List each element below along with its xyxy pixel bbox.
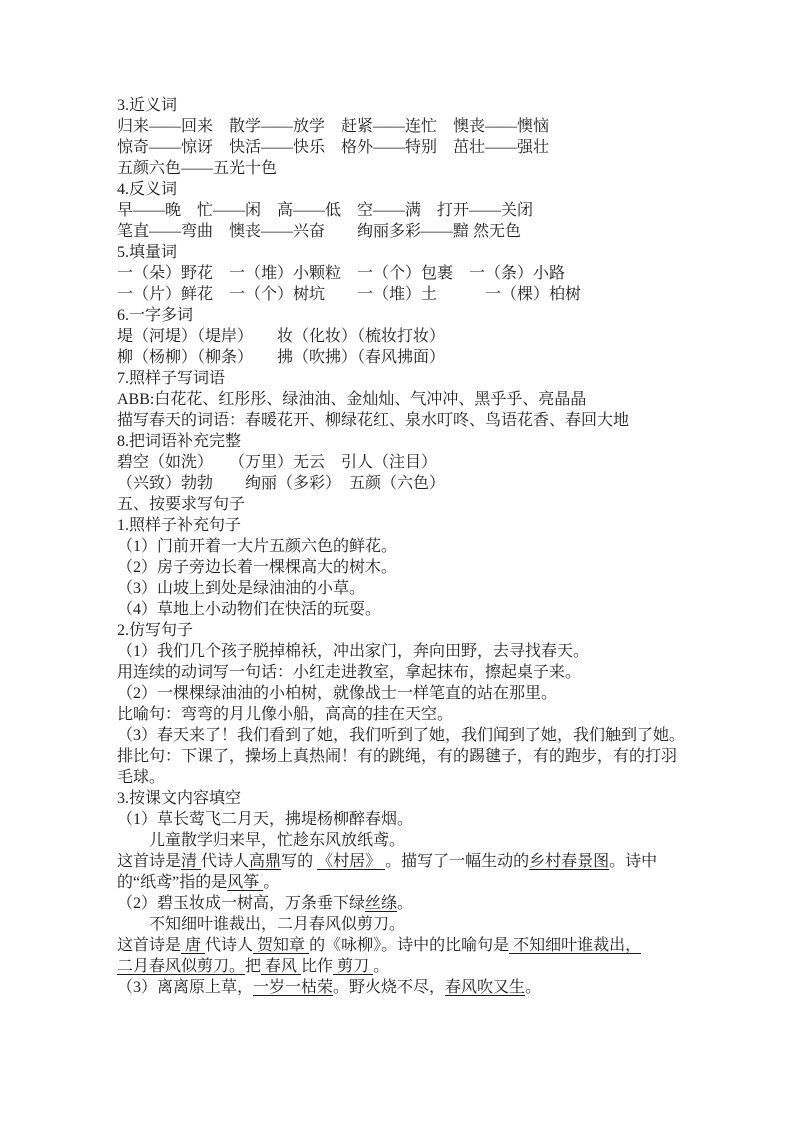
doc-line-29 [117, 683, 705, 704]
underlined-answer-text: 不知细叶谁裁出， [509, 937, 642, 954]
doc-line-34 [117, 788, 705, 809]
text-segment: 这首诗是 [117, 937, 182, 954]
text-segment: 这首诗是 [117, 853, 182, 870]
underlined-answer-text: 春风 [261, 958, 302, 975]
text-segment: （2）房子旁边长着一棵棵高大的树木。 [117, 559, 398, 576]
underlined-answer-text: 高鼎 [249, 853, 282, 870]
text-segment: 柳（杨柳）（柳条） 拂（吹拂）（春风拂面） [117, 349, 446, 366]
text-segment: 5.填量词 [117, 244, 178, 261]
text-segment: （1）门前开着一大片五颜六色的鲜花。 [117, 538, 398, 555]
doc-line-39 [117, 893, 705, 914]
text-segment: 。诗中 [609, 853, 658, 870]
doc-line-4 [117, 158, 705, 179]
doc-line-8 [117, 242, 705, 263]
text-segment: 的《咏柳》。诗中的比喻句是 [309, 937, 510, 954]
text-segment: （3）春天来了！我们看到了她，我们听到了她，我们闻到了她，我们触到了她。 [117, 727, 686, 744]
doc-line-15 [117, 389, 705, 410]
underlined-answer-text: 唐 [181, 937, 206, 954]
text-segment: 1.照样子补充句子 [117, 517, 242, 534]
text-segment: 排比句：下课了，操场上真热闹！有的跳绳，有的踢毽子，有的跑步，有的打羽 [117, 748, 678, 765]
text-segment: 早——晚 忙——闲 高——低 空——满 打开——关闭 [117, 202, 534, 219]
doc-line-38 [117, 872, 705, 893]
text-segment: 笔直——弯曲 懊丧——兴奋 绚丽多彩——黯 然无色 [117, 223, 522, 240]
text-segment: 。描写了一幅生动的 [385, 853, 530, 870]
doc-line-36 [117, 830, 705, 851]
text-segment: 毛球。 [117, 769, 166, 786]
text-segment: 用连续的动词写一句话：小红走进教室，拿起抹布，擦起桌子来。 [117, 664, 582, 681]
text-segment: 4.反义词 [117, 181, 178, 198]
doc-line-11 [117, 305, 705, 326]
doc-line-35 [117, 809, 705, 830]
text-segment: 比作 [301, 958, 334, 975]
doc-line-37 [117, 851, 705, 872]
doc-line-23 [117, 557, 705, 578]
doc-line-14 [117, 368, 705, 389]
text-segment: 堤（河堤）（堤岸） 妆（化妆）（梳妆打妆） [117, 328, 446, 345]
doc-line-30 [117, 704, 705, 725]
text-segment: 。 [397, 895, 414, 912]
underlined-answer-text: 二月春风似剪刀。 [117, 958, 246, 975]
underlined-answer-text: 清 [181, 853, 202, 870]
underlined-answer-text: 春风吹又生 [445, 979, 526, 996]
text-segment: ABB:白花花、红彤彤、绿油油、金灿灿、气冲冲、黑乎乎、亮晶晶 [117, 391, 587, 408]
doc-line-16 [117, 410, 705, 431]
text-segment: 的“纸鸢”指的是 [117, 874, 228, 891]
doc-line-9 [117, 263, 705, 284]
text-segment: 一（片）鲜花 一（个）树坑 一（堆）土 一（棵）柏树 [117, 286, 582, 303]
text-segment: 惊奇——惊讶 快活——快乐 格外——特别 茁壮——强壮 [117, 139, 550, 156]
doc-line-21 [117, 515, 705, 536]
text-segment: （4）草地上小动物们在快活的玩耍。 [117, 601, 382, 618]
doc-line-42 [117, 956, 705, 977]
text-segment: （2）碧玉妆成一树高，万条垂下绿 [117, 895, 366, 912]
underlined-answer-text: 《村居》 [317, 853, 386, 870]
underlined-answer-text: 乡村春景图 [529, 853, 610, 870]
doc-line-33 [117, 767, 705, 788]
doc-line-43 [117, 977, 705, 998]
text-segment: 。 [263, 874, 280, 891]
doc-line-31 [117, 725, 705, 746]
doc-line-6 [117, 200, 705, 221]
text-segment: （1）草长莺飞二月天，拂堤杨柳醉春烟。 [117, 811, 414, 828]
underlined-answer-text: 剪刀 [333, 958, 374, 975]
doc-line-25 [117, 599, 705, 620]
text-segment: 儿童散学归来早，忙趁东风放纸鸢。 [117, 832, 406, 849]
doc-line-24 [117, 578, 705, 599]
doc-line-26 [117, 620, 705, 641]
text-segment: 3.近义词 [117, 97, 178, 114]
doc-line-20 [117, 494, 705, 515]
text-segment: 五颜六色——五光十色 [117, 160, 278, 177]
text-segment: 7.照样子写词语 [117, 370, 226, 387]
doc-line-18 [117, 452, 705, 473]
underlined-answer-text: 一岁一枯荣 [253, 979, 334, 996]
text-segment: 6.一字多词 [117, 307, 194, 324]
text-segment: 2.仿写句子 [117, 622, 194, 639]
doc-line-2 [117, 116, 705, 137]
doc-line-40 [117, 914, 705, 935]
text-segment: 代诗人 [205, 937, 254, 954]
text-segment: （兴致）勃勃 绚丽（多彩） 五颜（六色） [117, 475, 446, 492]
text-segment: （1）我们几个孩子脱掉棉袄，冲出家门，奔向田野，去寻找春天。 [117, 643, 590, 660]
text-segment: 。 [525, 979, 542, 996]
doc-line-1 [117, 95, 705, 116]
doc-line-22 [117, 536, 705, 557]
text-segment: 归来——回来 散学——放学 赶紧——连忙 懊丧——懊恼 [117, 118, 550, 135]
text-segment: 把 [245, 958, 262, 975]
text-segment: 。 [373, 958, 390, 975]
text-segment: 比喻句：弯弯的月儿像小船，高高的挂在天空。 [117, 706, 454, 723]
text-segment: 碧空（如洗） （万里）无云 引人（注目） [117, 454, 438, 471]
doc-line-19 [117, 473, 705, 494]
underlined-answer-text: 丝绦 [365, 895, 398, 912]
text-segment: （2）一棵棵绿油油的小柏树，就像战士一样笔直的站在那里。 [117, 685, 558, 702]
text-segment: 3.按课文内容填空 [117, 790, 242, 807]
doc-line-41 [117, 935, 705, 956]
doc-line-17 [117, 431, 705, 452]
text-segment: （3）山坡上到处是绿油油的小草。 [117, 580, 366, 597]
doc-line-32 [117, 746, 705, 767]
doc-line-10 [117, 284, 705, 305]
text-segment: 。野火烧不尽， [333, 979, 446, 996]
text-segment: 代诗人 [201, 853, 250, 870]
document-body [117, 95, 705, 998]
text-segment: 一（朵）野花 一（堆）小颗粒 一（个）包裹 一（条）小路 [117, 265, 566, 282]
text-segment: 8.把词语补充完整 [117, 433, 242, 450]
underlined-answer-text: 贺知章 [253, 937, 310, 954]
doc-line-27 [117, 641, 705, 662]
text-segment: 写的 [281, 853, 318, 870]
text-segment: 描写春天的词语：春暖花开、柳绿花红、泉水叮咚、鸟语花香、春回大地 [117, 412, 630, 429]
doc-line-7 [117, 221, 705, 242]
doc-line-5 [117, 179, 705, 200]
doc-line-12 [117, 326, 705, 347]
doc-line-13 [117, 347, 705, 368]
underlined-answer-text: 风筝 [227, 874, 264, 891]
text-segment: 不知细叶谁裁出，二月春风似剪刀。 [117, 916, 406, 933]
text-segment: 五、按要求写句子 [117, 496, 246, 513]
doc-line-3 [117, 137, 705, 158]
doc-line-28 [117, 662, 705, 683]
text-segment: （3）离离原上草， [117, 979, 254, 996]
